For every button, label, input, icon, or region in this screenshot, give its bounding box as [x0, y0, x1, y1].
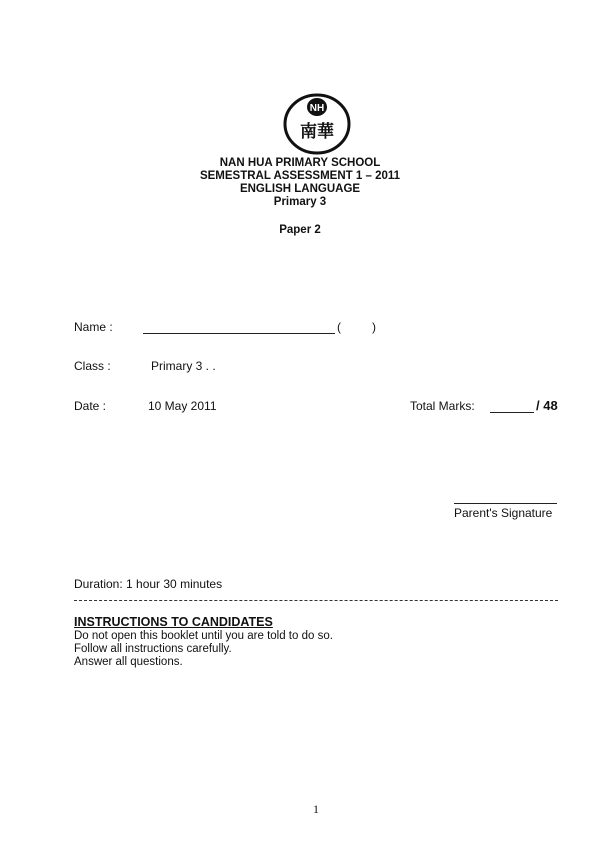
class-value: Primary 3 . . — [151, 359, 216, 373]
date-value: 10 May 2011 — [148, 399, 217, 413]
total-marks-value: / 48 — [536, 398, 558, 413]
signature-label: Parent's Signature — [454, 506, 553, 520]
total-marks-label: Total Marks: — [410, 399, 475, 413]
name-line[interactable] — [143, 333, 335, 334]
instruction-line: Follow all instructions carefully. — [74, 643, 232, 655]
name-paren-close: ) — [372, 320, 376, 334]
date-label: Date : — [74, 399, 107, 413]
page-number: 1 — [313, 802, 319, 816]
subject-title: ENGLISH LANGUAGE — [239, 183, 361, 195]
name-paren-open: ( — [337, 320, 341, 334]
class-label: Class : — [74, 359, 111, 373]
name-label: Name : — [74, 320, 113, 334]
instruction-line: Do not open this booklet until you are told to do so. — [74, 630, 333, 642]
signature-line[interactable] — [454, 503, 557, 504]
duration-text: Duration: 1 hour 30 minutes — [74, 577, 223, 591]
separator-line — [74, 600, 558, 601]
logo-monogram: NH — [309, 103, 325, 114]
school-name: NAN HUA PRIMARY SCHOOL — [219, 157, 381, 169]
logo-chinese-text: 南華 — [300, 122, 334, 142]
level-title: Primary 3 — [273, 196, 327, 208]
total-marks-line[interactable] — [490, 412, 534, 413]
instructions-title: INSTRUCTIONS TO CANDIDATES — [74, 615, 273, 629]
logo-emblem-icon — [282, 93, 352, 155]
paper-title: Paper 2 — [279, 224, 321, 236]
school-logo — [282, 93, 352, 155]
instruction-line: Answer all questions. — [74, 656, 183, 668]
assessment-title: SEMESTRAL ASSESSMENT 1 – 2011 — [199, 170, 401, 182]
